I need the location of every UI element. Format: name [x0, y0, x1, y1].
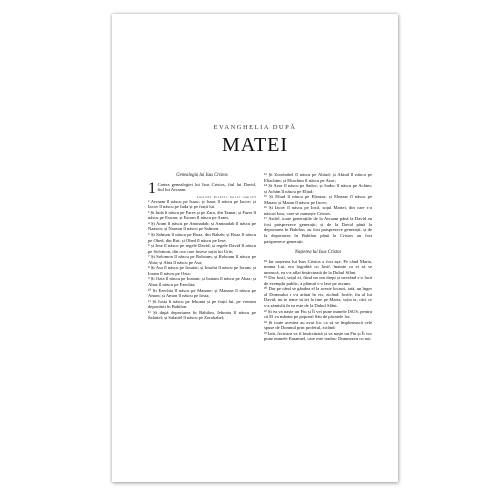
verse: ²¹ Și ea va naște un Fiu și Îi vei pune numele ISUS, pentru că El va mântui pe poporul Său de păcatele lor. — [264, 308, 372, 320]
verse: ²³ Iată, fecioara va fi însărcinată și va naște un Fiu și Îi vor pune numele Emanuel, care este tradus: Dumnezeu cu noi. — [264, 330, 372, 342]
verse: ¹⁵ Și Eliud îl născu pe Eleazar; și Eleazar îl născu pe Matan; și Matan îl născu pe Iacov; — [264, 194, 372, 205]
verse: ¹³ Și Zorobabel îl născu pe Abiud; și Abiud îl născu pe Eliachim; și Eliachim îl născu pe Azor; — [264, 172, 372, 183]
verse: ¹⁷ Astfel, toate generațiile de la Avraam până la David au fost paisprezece generații; și de la David până la deportarea în Babilon, au fost paisprezece generații; și de la deportarea în Babilon până la Cristos au fost paisprezece generații. — [264, 216, 372, 244]
verse: ¹⁴ Și Azor îl născu pe Sadoc; și Sadoc îl născu pe Achim; și Achim îl născu pe Eliud; — [264, 183, 372, 194]
verse: ¹⁶ Și Iacov îl născu pe Iosif, soțul Mariei, din care s-a născut Isus, care se numește Cristos. — [264, 205, 372, 216]
verse: ⁹ Și Ozia îl născu pe Ioatam; și Ioatam îl născu pe Ahaz; și Ahaz îl născu pe Ezechia; — [148, 276, 256, 287]
cross-reference: Luca 3:23 · Ps 132:11 · Isa 11:1 · Gen 12:3 — [197, 194, 256, 199]
section-heading-genealogy: Genealogia lui Isus Cristos — [176, 173, 228, 178]
verse: ¹⁸ Iar nașterea lui Isus Cristos a fost așa: Pe când Maria, mama Lui, era logodită cu Iosif, înainte ca ei să se unească, ea s-a aflat însărcinată de la Duhul Sfânt. — [264, 258, 372, 275]
verse: ⁵ Și Salmon îl născu pe Boaz, din Rahab; și Boaz îl născu pe Obed, din Rut; și Obed îl născu pe Iese; — [148, 232, 256, 243]
verse: ⁴ Și Aram îl născu pe Aminadab; și Aminadab îl născu pe Naason; și Naason îl născu pe Salmon. — [148, 220, 256, 232]
section-heading-birth: Nașterea lui Isus Cristos — [294, 250, 342, 256]
book-kicker: EVANGHELIA DUPĂ — [213, 124, 297, 131]
verse: ⁶ și Iese îl născu pe regele David; și regele David îl născu pe Solomon, din cea care fusese soția lui Urie; — [148, 243, 256, 254]
verse: ¹¹ Și Iosia îi născu pe Iehonia și pe frații lui, pe vremea deportării în Babilon. — [148, 298, 256, 310]
verse: ¹² Și după deportarea în Babilon, Iehonia îl născu pe Salatiel; și Salatiel îl născu pe Zorobabel; — [148, 309, 256, 321]
verse: ²² Și toate acestea au avut loc ca să se împlinească cele spuse de Domnul prin profetul, zicând: — [264, 319, 372, 331]
book-page — [112, 14, 398, 482]
verse-text: Cartea genealogiei lui Isus Cristos, fiul lui David, fiul lui Avraam. — [157, 181, 256, 193]
right-column — [264, 172, 372, 342]
verse: ² Avraam îl născu pe Isaac; și Isaac îl născu pe Iacov; și Iacov îl născu pe Iuda și pe frații lui. — [148, 198, 256, 210]
verse: ¹⁹ Dar Iosif, soțul ei, fiind un om drept și nevrând s-o facă de exemplu public, a plănuit s-o lase pe ascuns. — [264, 275, 372, 286]
verse: ¹⁰ Și Ezechia îl născu pe Manase; și Manase îl născu pe Amon; și Amon îl născu pe Iosia; — [148, 287, 256, 299]
verse: ²⁰ Dar pe când se gândea el la aceste lucruri, iată, un înger al Domnului i s-a arătat în vis, zicând: Iosife, fiu al lui David, nu te teme să iei la tine pe Maria, soția ta, căci ce s-a zămislit în ea este de la Duhul Sfânt. — [264, 286, 372, 309]
chapter-number: 1 — [148, 179, 156, 197]
spacer — [264, 244, 372, 249]
verse: ⁷ Și Solomon îl născu pe Roboam; și Roboam îl născu pe Abia; și Abia îl născu pe Asa; — [148, 254, 256, 265]
verse: ⁸ Și Asa îl născu pe Iosafat; și Iosafat îl născu pe Ioram; și Ioram îl născu pe Ozia; — [148, 265, 256, 276]
verse: ³ Și Iuda îi născu pe Fares și pe Zara, din Tamar; și Fares îl născu pe Esrom; și Esrom îl născu pe Aram. — [148, 209, 257, 221]
book-title: MATEI — [221, 134, 289, 156]
left-column — [148, 172, 256, 321]
